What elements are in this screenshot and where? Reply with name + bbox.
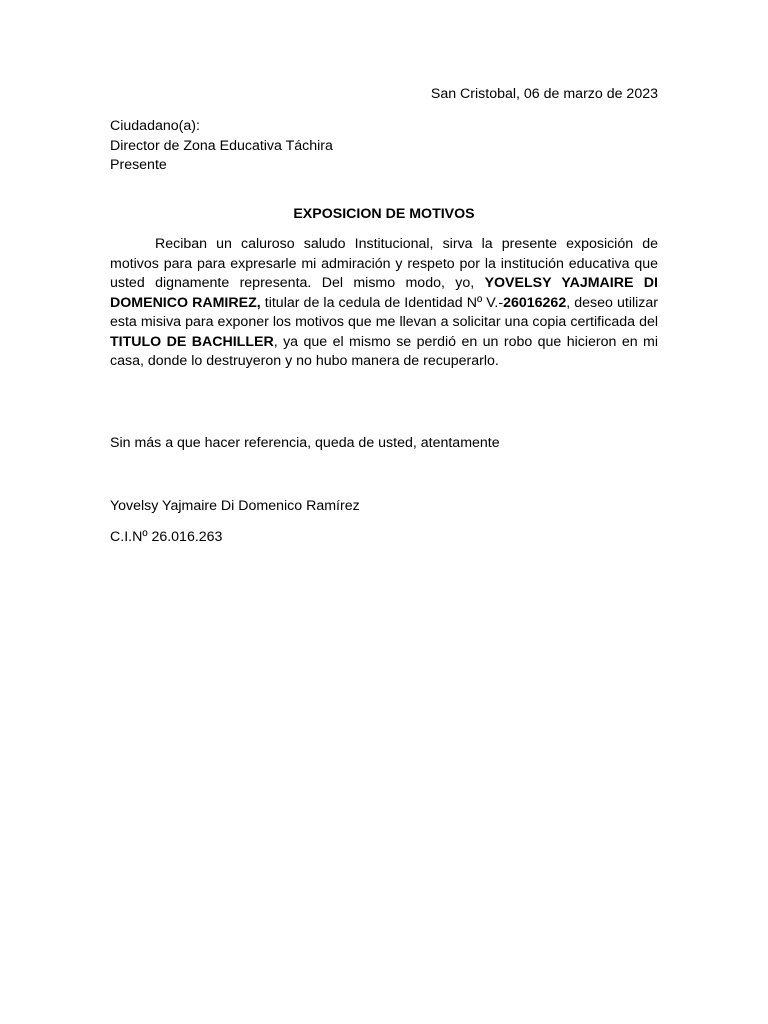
body-text-part3: , deseo utilizar esta misiva para exponer los motivos que me llevan a solicitar una copia certificada del <box>110 294 658 330</box>
recipient-presente: Presente <box>110 157 167 173</box>
requested-document: TITULO DE BACHILLER <box>110 333 274 350</box>
body-paragraph <box>110 235 658 372</box>
recipient-title: Director de Zona Educativa Táchira <box>110 137 333 154</box>
signature-name: Yovelsy Yajmaire Di Domenico Ramírez <box>110 498 360 514</box>
document-title: EXPOSICION DE MOTIVOS <box>293 206 475 222</box>
body-text-part2: titular de la cedula de Identidad Nº V.- <box>260 294 504 311</box>
place-date: San Cristobal, 06 de marzo de 2023 <box>430 86 658 102</box>
applicant-id: 26016262 <box>503 294 567 311</box>
body-text-part4: , ya que el mismo se perdió en un robo que hicieron en mi casa, donde lo destruyeron y no hubo manera de recuperarlo. <box>110 333 658 369</box>
recipient-block <box>110 117 658 176</box>
applicant-name: YOVELSY YAJMAIRE DI DOMENICO RAMIREZ, <box>110 275 658 311</box>
signature-id: C.I.Nº 26.016.263 <box>110 529 223 545</box>
recipient-salutation: Ciudadano(a): <box>110 118 200 134</box>
closing-line: Sin más a que hacer referencia, queda de usted, atentamente <box>110 435 500 451</box>
body-text-part1: Reciban un caluroso saludo Institucional, sirva la presente exposición de motivos para para expresarle mi admiración y respeto por la institución educativa que usted dignamente representa. Del mismo modo, yo, <box>110 236 658 291</box>
